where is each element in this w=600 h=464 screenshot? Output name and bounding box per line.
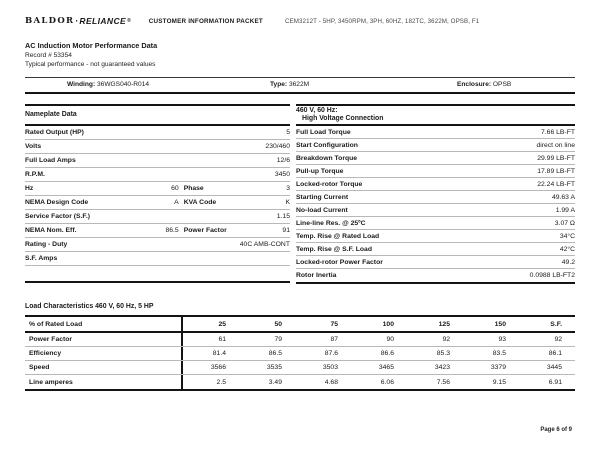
row-label: NEMA Design Code [25,199,89,206]
row-value: 0.0988 LB-FT2 [529,272,575,279]
table-row [296,191,575,204]
cell-value: 3566 [210,364,226,371]
table-row [25,347,575,361]
load-characteristics-title: Load Characteristics 460 V, 60 Hz, 5 HP [25,303,154,310]
brand-separator: · [75,16,79,26]
cell-value: 92 [554,336,562,343]
row-value: 42°C [559,245,575,253]
empty-row [25,266,290,281]
hv-header-line1: 460 V, 60 Hz: [296,106,338,114]
row-label: Full Load Torque [296,128,351,136]
row-label: Line-line Res. @ 25ºC [296,219,366,227]
cell-value: 85.3 [436,350,450,357]
row-label: Full Load Amps [25,157,76,164]
brand-baldor: BALDOR [25,16,75,26]
table-row [25,154,290,168]
cell-value: 86.6 [380,350,394,357]
row-label: Temp. Rise @ S.F. Load [296,245,372,253]
cell-value: 4.68 [324,378,338,386]
enclosure-field [457,81,511,88]
row-value: direct on line [536,141,575,149]
cell-value: 92 [442,336,450,343]
table-row [25,224,290,238]
row-label: Temp. Rise @ Rated Load [296,232,380,240]
row-value: 7.66 LB-FT [541,128,575,136]
row-value: 86.5 [165,227,179,234]
type-label: Type: [270,81,288,88]
row-label: Locked-rotor Torque [296,180,363,188]
row-value: 91 [282,227,290,234]
table-row [25,196,290,210]
row-value: 40C AMB-CONT [239,241,290,248]
row-value: K [285,199,290,206]
registered-trademark-icon: ® [127,18,131,24]
table-row [296,178,575,191]
cell-value: 3445 [546,364,562,371]
spec-columns [25,104,575,284]
cell-value: 3.49 [268,378,282,386]
row-label: Efficiency [25,347,183,360]
row-value: 230/460 [265,143,290,150]
column-header: 125 [438,320,450,328]
table-row [296,152,575,165]
nameplate-table [25,104,290,284]
cell-value: 9.15 [492,378,506,386]
cell-value: 3379 [490,364,506,371]
row-value: 17.89 LB-FT [537,167,575,175]
table-row [25,140,290,154]
row-label: Rotor Inertia [296,272,337,279]
row-value: 49.63 A [551,193,575,201]
cell-value: 3503 [322,364,338,371]
row-label: Hz [25,185,34,192]
row-label: Breakdown Torque [296,154,358,162]
cell-value: 79 [274,336,282,343]
row-label: Rated Output (HP) [25,129,84,136]
row-label: NEMA Nom. Eff. [25,227,77,234]
column-header: 100 [382,320,394,328]
page-title: AC Induction Motor Performance Data [25,41,158,50]
column-header: 150 [494,320,506,328]
row-label: Locked-rotor Power Factor [296,258,383,266]
type-field [270,81,309,88]
row-label: Power Factor [25,333,183,346]
nameplate-header [25,104,290,126]
table-row [25,333,575,347]
cell-value: 3423 [434,364,450,371]
row-value: 34°C [559,232,575,240]
table-row [25,375,575,389]
table-header-row [25,317,575,333]
baldor-reliance-logo [25,16,131,26]
winding-type-enclosure-bar [25,77,575,94]
row-value: 3450 [274,171,290,178]
row-label: R.P.M. [25,171,45,178]
row-value: 60 [171,185,179,192]
brand-reliance: RELIANCE [79,16,127,26]
row-label: Service Factor (S.F.) [25,213,90,220]
row-value: 1.99 A [555,206,575,214]
hv-header-line2: High Voltage Connection [302,115,384,122]
row-label: Pull-up Torque [296,167,344,175]
row-label: No-load Current [296,206,348,214]
page-number: Page 6 of 9 [540,427,572,433]
row-value: 49.2 [561,258,575,266]
hv-connection-body [296,126,575,284]
cell-value: 3535 [266,364,282,371]
column-header: 50 [274,320,282,328]
table-row [296,139,575,152]
cell-value: 61 [218,336,226,343]
row-value: 5 [286,129,290,136]
table-row [25,182,290,196]
cell-value: 93 [498,336,506,343]
table-row [25,210,290,224]
record-number: Record # 53354 [25,51,72,59]
performance-note: Typical performance - not guaranteed values [25,61,156,68]
table-row [296,165,575,178]
row-label: Line amperes [25,375,183,389]
table-row [296,256,575,269]
cell-value: 87.6 [324,350,338,357]
table-row [296,126,575,139]
load-characteristics-table [25,315,575,391]
column-header: S.F. [550,320,562,328]
row-label: Starting Current [296,193,349,201]
table-row [25,238,290,252]
winding-value: 36WGS040-R014 [96,81,150,88]
enclosure-label: Enclosure: [457,81,492,88]
row-label: S.F. Amps [25,255,58,262]
row-label: Rating - Duty [25,241,68,248]
row-value: 29.99 LB-FT [537,154,575,162]
column-header: % of Rated Load [25,317,183,331]
high-voltage-connection-table [296,104,575,284]
row-label: Speed [25,361,183,374]
document-header [25,16,575,26]
cell-value: 83.5 [492,350,506,357]
row-value: 3 [286,185,290,192]
hv-connection-header [296,104,575,126]
row-value: 12/6 [276,157,290,164]
document-type-label: CUSTOMER INFORMATION PACKET [148,17,263,25]
cell-value: 86.1 [548,350,562,357]
cell-value: 90 [386,336,394,343]
table-row [25,252,290,266]
table-row [25,126,290,140]
column-header: 75 [330,320,338,328]
winding-field [67,81,149,88]
nameplate-body [25,126,290,283]
table-row [296,269,575,282]
row-value: 1.15 [276,213,290,220]
cell-value: 7.56 [436,378,450,386]
table-row [296,230,575,243]
cell-value: 6.06 [380,378,394,386]
cell-value: 87 [330,336,338,343]
cell-value: 3465 [378,364,394,371]
row-value: 22.24 LB-FT [537,180,575,188]
row-value: 3.07 Ω [554,219,575,227]
cell-value: 86.5 [268,350,282,357]
row-label: Start Configuration [296,141,358,149]
cell-value: 6.91 [548,378,562,386]
winding-label: Winding: [67,81,96,88]
table-row [296,204,575,217]
cell-value: 81.4 [212,350,226,357]
table-row [296,217,575,230]
table-row [25,168,290,182]
type-value: 3622M [288,81,310,88]
cell-value: 2.5 [216,378,226,386]
row-label: Volts [25,143,42,150]
row-label: Power Factor [183,227,227,234]
title-block [25,41,157,70]
column-header: 25 [218,320,226,328]
enclosure-value: OPSB [492,81,512,88]
load-characteristics-section [25,303,575,391]
nameplate-header-text: Nameplate Data [25,110,77,118]
row-label: KVA Code [183,199,217,206]
row-value: A [174,199,179,206]
motor-spec-string: CEM3212T - 5HP, 3450RPM, 3PH, 60HZ, 182TC, 3622M, OPSB, F1 [284,17,480,25]
row-label: Phase [183,185,204,192]
table-row [25,361,575,375]
table-row [296,243,575,256]
